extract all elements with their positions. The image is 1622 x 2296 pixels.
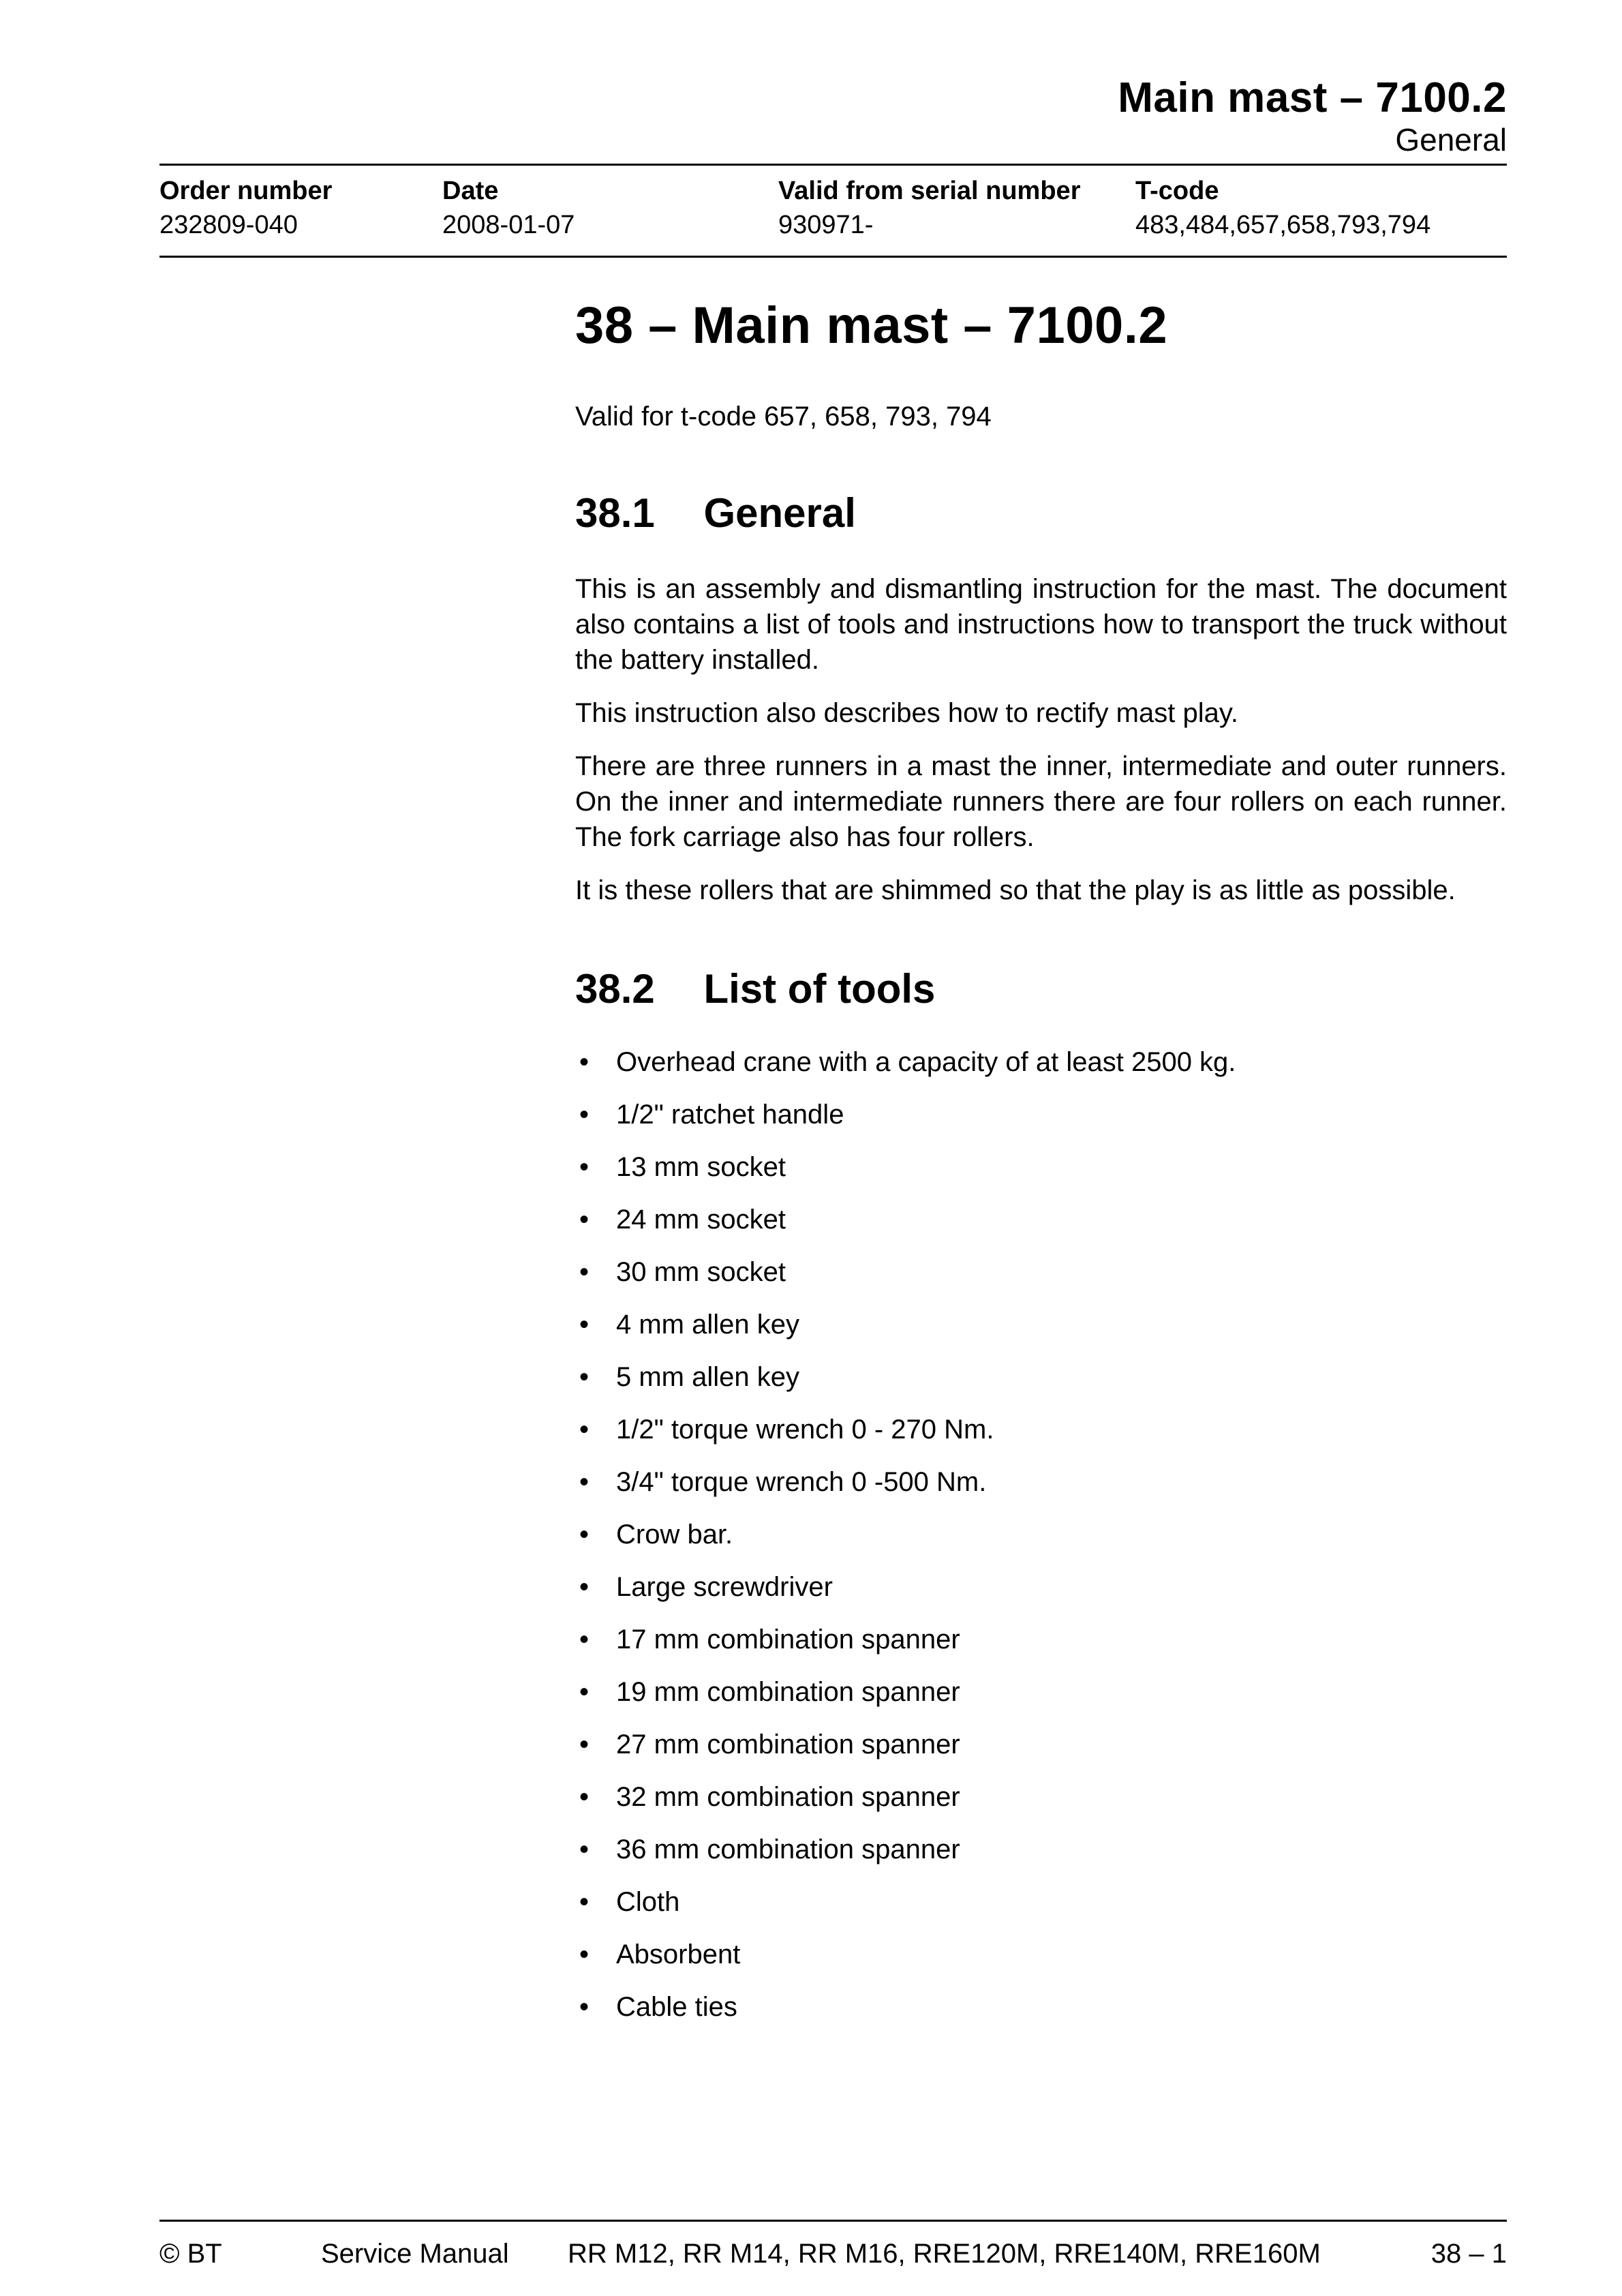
- valid-tcode-line: Valid for t-code 657, 658, 793, 794: [575, 402, 992, 432]
- tools-list: [575, 1047, 1507, 2022]
- tool-item: • Absorbent: [575, 1939, 1507, 1969]
- date-value: 2008-01-07: [442, 211, 575, 239]
- tool-item: • 19 mm combination spanner: [575, 1677, 1507, 1707]
- paragraph: This is an assembly and dismantling instruction for the mast. The document also contains a list of tools and instructions how to transport the truck without the battery installed.: [575, 574, 1507, 675]
- main-title: 38 – Main mast – 7100.2: [575, 297, 1168, 354]
- page-footer: [159, 2220, 1507, 2283]
- serial-number-value: 930971-: [778, 211, 874, 239]
- tool-item: • 1/2" torque wrench 0 - 270 Nm.: [575, 1415, 1507, 1445]
- header-subtitle: General: [1395, 122, 1507, 157]
- section-title: List of tools: [703, 966, 936, 1012]
- meta-serial-number: [778, 175, 1135, 241]
- section-title: General: [703, 490, 856, 536]
- order-number-label: Order number: [159, 177, 333, 205]
- section-heading-list-of-tools: [575, 967, 1507, 1012]
- section-heading-general: [575, 491, 1507, 536]
- tool-item: • 5 mm allen key: [575, 1362, 1507, 1392]
- tool-item: • Cable ties: [575, 1992, 1507, 2022]
- tool-item: • 30 mm socket: [575, 1257, 1507, 1287]
- tool-item: • 4 mm allen key: [575, 1310, 1507, 1340]
- paragraph: This instruction also describes how to rectify mast play.: [575, 698, 1238, 728]
- paragraph: There are three runners in a mast the inner, intermediate and outer runners. On the inner and intermediate runners there are four rollers on each runner. The fork carriage also has four rollers.: [575, 751, 1507, 852]
- footer-models: RR M12, RR M14, RR M16, RRE120M, RRE140M, RRE160M: [568, 2239, 1321, 2269]
- document-meta-row: [159, 166, 1507, 258]
- tool-item: • 17 mm combination spanner: [575, 1625, 1507, 1655]
- footer-copyright: © BT: [159, 2239, 222, 2269]
- header-title: Main mast – 7100.2: [1118, 74, 1507, 121]
- section-number: 38.1: [575, 490, 655, 536]
- section-number: 38.2: [575, 966, 655, 1012]
- tool-item: • Overhead crane with a capacity of at least 2500 kg.: [575, 1047, 1507, 1077]
- tool-item: • 27 mm combination spanner: [575, 1729, 1507, 1759]
- tool-item: • 3/4" torque wrench 0 -500 Nm.: [575, 1467, 1507, 1497]
- meta-order-number: [159, 175, 442, 241]
- page-header: [159, 0, 1507, 258]
- tool-item: • 24 mm socket: [575, 1205, 1507, 1235]
- footer-page-number: 38 – 1: [1430, 2239, 1507, 2269]
- tool-item: • Crow bar.: [575, 1520, 1507, 1550]
- tcode-value: 483,484,657,658,793,794: [1135, 211, 1431, 239]
- tool-item: • 13 mm socket: [575, 1152, 1507, 1182]
- serial-number-label: Valid from serial number: [778, 177, 1081, 205]
- tcode-label: T-code: [1135, 177, 1219, 205]
- meta-date: [442, 175, 778, 241]
- date-label: Date: [442, 177, 499, 205]
- paragraph: It is these rollers that are shimmed so that the play is as little as possible.: [575, 875, 1456, 905]
- document-body: [575, 297, 1507, 2044]
- tool-item: • 1/2" ratchet handle: [575, 1100, 1507, 1130]
- meta-tcode: [1135, 175, 1507, 241]
- tool-item: • 32 mm combination spanner: [575, 1782, 1507, 1812]
- tool-item: • Cloth: [575, 1887, 1507, 1917]
- footer-doc-type: Service Manual: [321, 2239, 509, 2269]
- order-number-value: 232809-040: [159, 211, 298, 239]
- header-title-block: [159, 0, 1507, 160]
- tool-item: • Large screwdriver: [575, 1572, 1507, 1602]
- tool-item: • 36 mm combination spanner: [575, 1834, 1507, 1864]
